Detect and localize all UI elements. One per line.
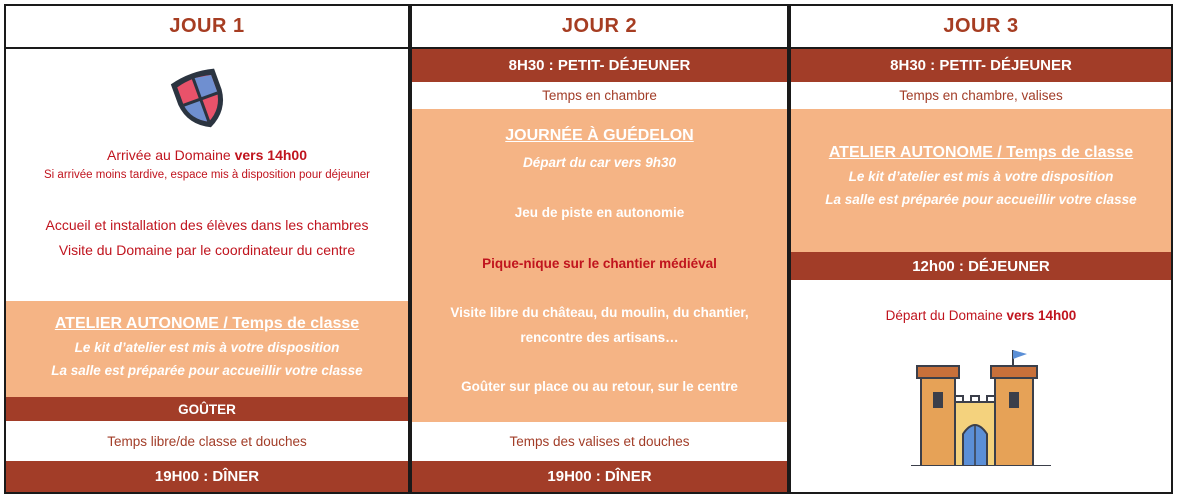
day-3-breakfast: 8H30 : PETIT- DÉJEUNER [791,49,1171,82]
atelier-line-2: La salle est préparée pour accueillir votre classe [825,192,1137,207]
day-2-room-time: Temps en chambre [412,82,787,109]
trip-title: JOURNÉE À GUÉDELON [505,127,694,144]
atelier-title: ATELIER AUTONOME / Temps de classe [828,144,1134,161]
day-1-arrival-block [6,49,408,301]
day-3-title: JOUR 3 [791,6,1171,49]
day-2-column [412,6,787,492]
atelier-line-1: Le kit d’atelier est mis à votre disposition [74,340,340,355]
castle-icon [911,346,1051,466]
arrival-prefix: Arrivée au Domaine [106,147,235,163]
trip-visit-line-1: Visite libre du château, du moulin, du chantier, [450,305,749,320]
trip-departure: Départ du car vers 9h30 [522,155,677,170]
trip-visit-line-2: rencontre des artisans… [520,330,679,345]
day-2-title: JOUR 2 [412,6,787,49]
shield-icon [166,65,236,135]
welcome-line-1: Accueil et installation des élèves dans les chambres [45,217,369,233]
day-1-column [6,6,408,492]
day-1-title: JOUR 1 [6,6,408,49]
day-2-dinner: 19H00 : DÎNER [412,461,787,492]
day-2-breakfast: 8H30 : PETIT- DÉJEUNER [412,49,787,82]
atelier-line-2: La salle est préparée pour accueillir votre classe [51,363,363,378]
day-2-luggage: Temps des valises et douches [412,422,787,461]
gouter-bar: GOÛTER [6,397,408,421]
free-time: Temps libre/de classe et douches [6,421,408,461]
guedelon-block [412,109,787,422]
day-3-lunch: 12h00 : DÉJEUNER [791,252,1171,280]
trip-snack: Goûter sur place ou au retour, sur le centre [461,379,738,394]
departure-time: vers 14h00 [1006,308,1077,323]
arrival-time: vers 14h00 [234,147,308,163]
day-3-atelier-block [791,109,1171,252]
schedule-table [4,4,1173,494]
trip-game: Jeu de piste en autonomie [514,205,685,220]
departure-line [791,308,1171,323]
day-3-room-time: Temps en chambre, valises [791,82,1171,109]
trip-picnic: Pique-nique sur le chantier médiéval [482,256,717,271]
atelier-title: ATELIER AUTONOME / Temps de classe [54,315,360,332]
departure-prefix: Départ du Domaine [885,308,1007,323]
day-1-atelier-block [6,301,408,397]
day-3-departure-block [791,280,1171,492]
welcome-line-2: Visite du Domaine par le coordinateur du centre [58,242,356,258]
day-1-dinner: 19H00 : DÎNER [6,461,408,492]
atelier-line-1: Le kit d’atelier est mis à votre disposition [848,169,1114,184]
arrival-note: Si arrivée moins tardive, espace mis à disposition pour déjeuner [44,169,370,181]
arrival-line [6,147,408,163]
day-3-column [791,6,1171,492]
